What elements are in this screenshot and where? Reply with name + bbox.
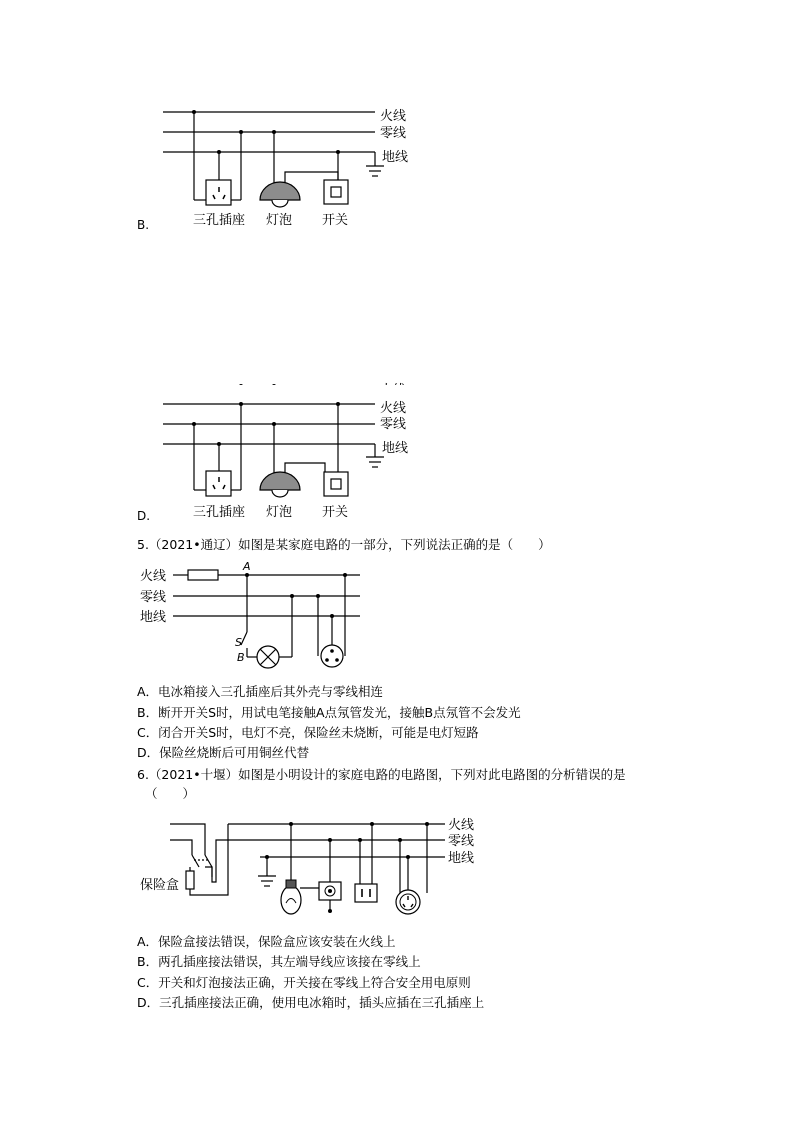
option-letter: D. bbox=[137, 509, 151, 523]
label-neutral: 零线 bbox=[448, 834, 475, 849]
q6-option-a: A．保险盒接法错误，保险盒应该安装在火线上 bbox=[137, 934, 396, 949]
fuse-icon bbox=[188, 570, 218, 580]
circuit-diagram-c bbox=[0, 240, 794, 385]
label-switch: 开关 bbox=[322, 213, 349, 228]
label-neutral: 零线 bbox=[140, 590, 167, 605]
q6-circuit-diagram bbox=[0, 810, 794, 925]
label-socket: 三孔插座 bbox=[193, 505, 246, 520]
q5-option-c: C．闭合开关S时，电灯不亮，保险丝未烧断，可能是电灯短路 bbox=[137, 725, 479, 740]
circuit-diagram-d bbox=[0, 385, 794, 530]
bulb-icon bbox=[260, 472, 300, 497]
label-switch: 开关 bbox=[322, 505, 349, 520]
bulb-icon bbox=[260, 182, 300, 207]
q5-circuit-diagram bbox=[0, 555, 794, 675]
three-hole-socket-icon bbox=[206, 180, 231, 205]
q5-option-b: B．断开开关S时，用试电笔接触A点氖管发光，接触B点氖管不会发光 bbox=[137, 705, 521, 720]
q6-stem-line2: （ ） bbox=[145, 786, 196, 801]
label-bulb: 灯泡 bbox=[266, 505, 293, 520]
label-fuse-box: 保险盒 bbox=[140, 878, 180, 893]
q6-option-b: B．两孔插座接法错误，其左端导线应该接在零线上 bbox=[137, 954, 421, 969]
label-ground: 地线 bbox=[382, 441, 409, 456]
label-ground: 地线 bbox=[140, 610, 167, 625]
q6-figure bbox=[0, 810, 794, 925]
fuse-box-icon bbox=[186, 871, 194, 889]
switch-s-label: S bbox=[235, 636, 242, 649]
label-hot: 火线 bbox=[380, 109, 407, 124]
label-neutral: 零线 bbox=[380, 417, 407, 432]
q5-figure bbox=[0, 555, 794, 675]
q6-option-c: C．开关和灯泡接法正确，开关接在零线上符合安全用电原则 bbox=[137, 975, 471, 990]
figure-d bbox=[0, 385, 794, 530]
label-neutral: 零线 bbox=[380, 126, 407, 141]
point-a-label: A bbox=[243, 560, 251, 573]
two-hole-socket-icon bbox=[355, 884, 377, 902]
figure-b bbox=[0, 0, 794, 240]
label-ground: 地线 bbox=[448, 851, 475, 866]
bulb-icon bbox=[281, 880, 301, 914]
three-hole-socket-icon bbox=[206, 471, 231, 496]
q6-option-d: D．三孔插座接法正确，使用电冰箱时，插头应插在三孔插座上 bbox=[137, 995, 485, 1010]
figure-c bbox=[0, 240, 794, 385]
q6-stem-line1: 6.（2021•十堰）如图是小明设计的家庭电路的电路图，下列对此电路图的分析错误的是 bbox=[137, 767, 626, 782]
label-socket: 三孔插座 bbox=[193, 213, 246, 228]
q5-option-d: D．保险丝烧断后可用铜丝代替 bbox=[137, 745, 310, 760]
point-b-label: B bbox=[237, 651, 245, 664]
label-hot: 火线 bbox=[380, 401, 407, 416]
label-ground: 地线 bbox=[382, 150, 409, 165]
option-letter: B. bbox=[137, 218, 150, 232]
three-hole-socket-icon bbox=[321, 645, 343, 667]
label-hot: 火线 bbox=[448, 818, 475, 833]
q5-option-a: A．电冰箱接入三孔插座后其外壳与零线相连 bbox=[137, 684, 384, 699]
label-bulb: 灯泡 bbox=[266, 213, 293, 228]
q5-stem: 5.（2021•通辽）如图是某家庭电路的一部分，下列说法正确的是（ ） bbox=[137, 537, 551, 552]
circuit-diagram-b bbox=[0, 0, 794, 240]
label-hot: 火线 bbox=[140, 569, 167, 584]
